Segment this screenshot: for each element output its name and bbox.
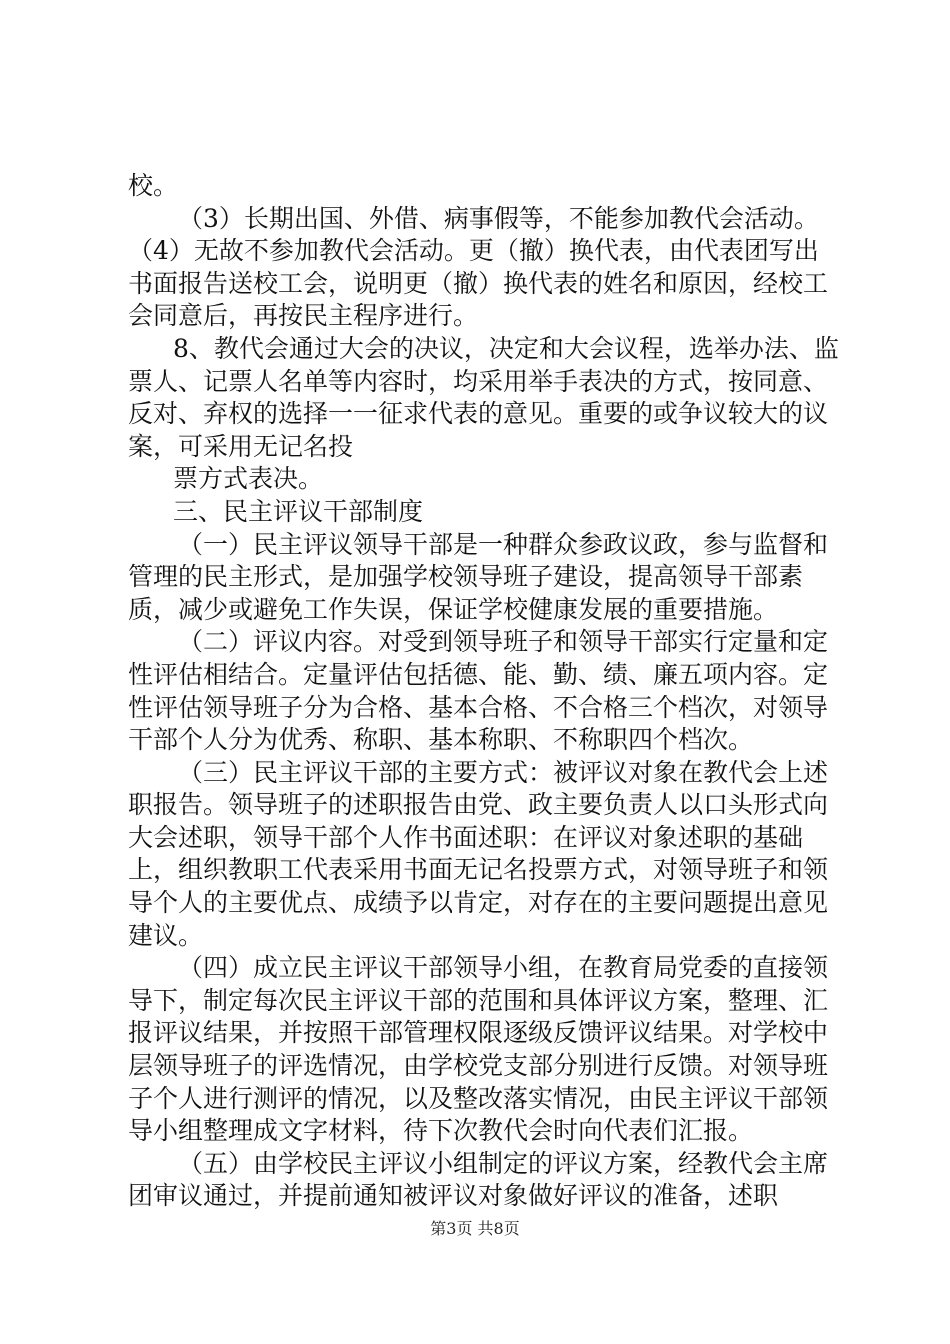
paragraph-review-3: （三）民主评议干部的主要方式：被评议对象在教代会上述职报告。领导班子的述职报告由党、政主要负责人以口头形式向大会述职，领导干部个人作书面述职：在评议对象述职的基础上，组织教职工代表采用书面无记名投票方式，对领导班子和领导个人的主要优点、成绩予以肯定，对存在的主要问题提出意见建议。 [128, 757, 829, 950]
paragraph-item-4: （4）无故不参加教代会活动。更（撤）换代表，由代表团写出书面报告送校工会，说明更（撤）换代表的姓名和原因，经校工会同意后，再按民主程序进行。 [128, 236, 829, 331]
paragraph-review-2: （二）评议内容。对受到领导班子和领导干部实行定量和定性评估相结合。定量评估包括德、能、勤、绩、廉五项内容。定性评估领导班子分为合格、基本合格、不合格三个档次，对领导干部个人分为优秀、称职、基本称职、不称职四个档次。 [128, 627, 829, 755]
paragraph-review-4: （四）成立民主评议干部领导小组，在教育局党委的直接领导下，制定每次民主评议干部的范围和具体评议方案，整理、汇报评议结果，并按照干部管理权限逐级反馈评议结果。对学校中层领导班子的评选情况，由学校党支部分别进行反馈。对领导班子个人进行测评的情况，以及整改落实情况，由民主评议干部领导小组整理成文字材料，待下次教代会时向代表们汇报。 [128, 953, 829, 1146]
paragraph-continuation: 校。 [128, 171, 179, 200]
paragraph-vote-method: 票方式表决。 [173, 464, 324, 494]
page-number-footer: 第3页 共8页 [430, 1219, 520, 1238]
paragraph-review-5: （五）由学校民主评议小组制定的评议方案，经教代会主席团审议通过，并提前通知被评议对象做好评议的准备，述职 [128, 1148, 829, 1211]
document-body [128, 170, 840, 1213]
paragraph-item-3: （3）长期出国、外借、病事假等，不能参加教代会活动。 [178, 203, 819, 233]
paragraph-review-1: （一）民主评议领导干部是一种群众参政议政，参与监督和管理的民主形式，是加强学校领导班子建设，提高领导干部素质，减少或避免工作失误，保证学校健康发展的重要措施。 [128, 529, 829, 624]
paragraph-item-8: 8、教代会通过大会的决议，决定和大会议程，选举办法、监票人、记票人名单等内容时，均采用举手表决的方式，按同意、反对、弃权的选择一一征求代表的意见。重要的或争议较大的议案，可采用无记名投 [128, 333, 839, 461]
section-heading-democratic-review: 三、民主评议干部制度 [173, 496, 424, 526]
